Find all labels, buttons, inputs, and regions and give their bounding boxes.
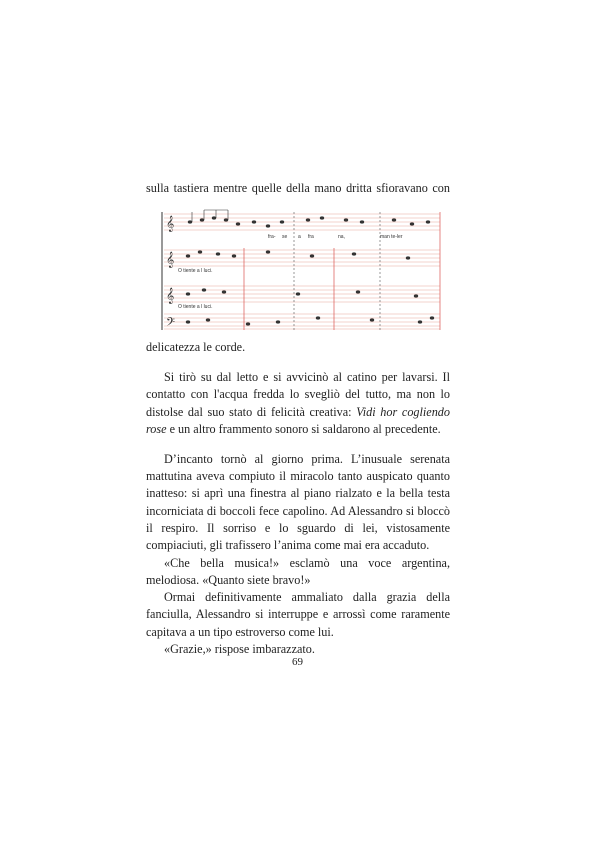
- score-lyric: O tiente a l luci.: [178, 268, 213, 274]
- text-line: distolse dal suo stato di felicità creativa: Vidi hor cogliendo: [146, 405, 450, 419]
- score-lyric: O tiente a l luci.: [178, 304, 213, 310]
- score-lyric: se: [282, 234, 288, 240]
- text-line: «Grazie,» rispose imbarazzato.: [164, 642, 315, 656]
- text-line: Si tirò su dal letto e si avvicinò al catino per lavarsi. Il: [164, 370, 450, 384]
- score-lyric: fra: [308, 234, 314, 240]
- page-number: 69: [292, 656, 303, 668]
- svg-text:𝄞: 𝄞: [166, 252, 175, 268]
- text-line: D’incanto tornò al giorno prima. L’inusuale serenata: [164, 452, 450, 466]
- score-lyric: man te-ler: [380, 234, 403, 240]
- text-line: fanciulla, Alessandro si interruppe e arrossì come raramente: [146, 607, 450, 621]
- text-line: compiaciuti, gli trafissero l’anima come mai era accaduto.: [146, 538, 430, 552]
- music-score-image: [158, 208, 442, 330]
- score-lyric: na,: [338, 234, 345, 240]
- text-line: capitava a un tipo estroverso come lui.: [146, 625, 334, 639]
- svg-text:𝄞: 𝄞: [166, 288, 175, 304]
- text-line: rose e un altro frammento sonoro si saldarono al precedente.: [146, 422, 441, 436]
- text-line: il respiro. Il sorriso e lo sguardo di lei, vistosamente: [146, 521, 450, 535]
- text-line: delicatezza le corde.: [146, 340, 246, 354]
- svg-text:𝄞: 𝄞: [166, 216, 175, 232]
- score-lyric: a: [298, 234, 301, 240]
- text-line: contatto con l'acqua fredda lo svegliò del tutto, ma non lo: [146, 387, 450, 401]
- score-lyric: fra-: [268, 234, 276, 240]
- text-line: sulla tastiera mentre quelle della mano dritta sfioravano con: [146, 181, 450, 195]
- text-line: «Che bella musica!» esclamò una voce argentina,: [164, 556, 450, 570]
- text-line: inatteso: si aprì una finestra al piano rialzato e la bella testa: [146, 486, 450, 500]
- text-line: mattutina aveva compiuto il miracolo tanto auspicato quanto: [146, 469, 450, 483]
- text-line: melodiosa. «Quanto siete bravo!»: [146, 573, 311, 587]
- text-line: Ormai definitivamente ammaliato dalla grazia della: [164, 590, 450, 604]
- text-line: incorniciata di boccoli fece capolino. Ad Alessandro si bloccò: [146, 504, 450, 518]
- svg-text:𝄢: 𝄢: [166, 316, 176, 330]
